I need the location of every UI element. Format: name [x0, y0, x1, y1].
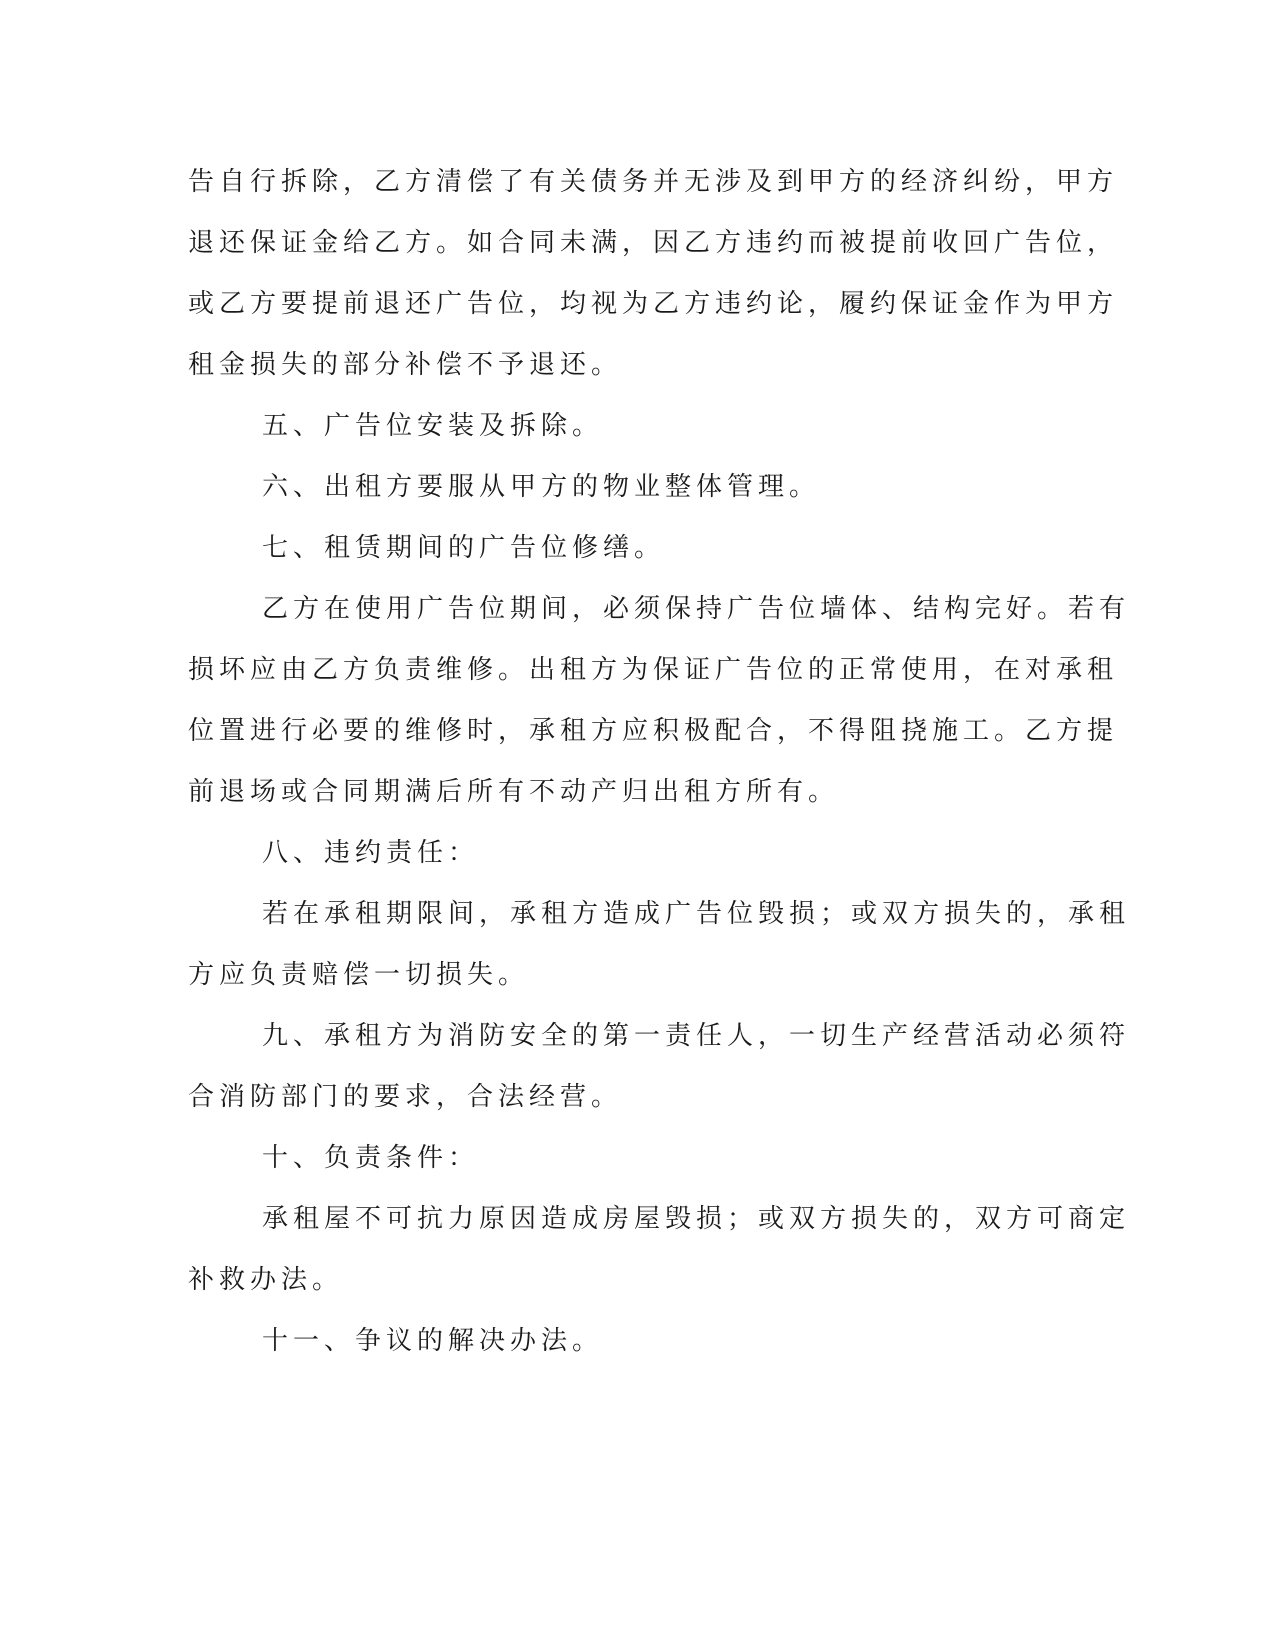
heading-clause-10: [188, 1128, 1076, 1189]
text-line: 若在承租期限间，承租方造成广告位毁损；或双方损失的，承租: [262, 899, 1131, 929]
text-line: 八、违约责任：: [262, 838, 480, 868]
paragraph-liability: [188, 884, 1131, 1006]
paragraph-maintenance: [188, 579, 1131, 823]
text-line: 或乙方要提前退还广告位，均视为乙方违约论，履约保证金作为甲方: [188, 289, 1119, 319]
text-line: 十一、争议的解决办法。: [262, 1326, 604, 1356]
heading-clause-11: [188, 1311, 1076, 1372]
text-line: 告自行拆除，乙方清偿了有关债务并无涉及到甲方的经济纠纷，甲方: [188, 167, 1119, 197]
text-line: 退还保证金给乙方。如合同未满，因乙方违约而被提前收回广告位，: [188, 228, 1119, 258]
paragraph-clause-9: [188, 1006, 1131, 1128]
text-line: 方应负责赔偿一切损失。: [188, 960, 530, 990]
text-line: 十、负责条件：: [262, 1143, 480, 1173]
heading-clause-7: [188, 518, 1076, 579]
text-line: 位置进行必要的维修时，承租方应积极配合，不得阻挠施工。乙方提: [188, 716, 1119, 746]
text-line: 七、租赁期间的广告位修缮。: [262, 533, 666, 563]
text-line: 租金损失的部分补偿不予退还。: [188, 350, 623, 380]
text-line: 前退场或合同期满后所有不动产归出租方所有。: [188, 777, 840, 807]
text-line: 补救办法。: [188, 1265, 344, 1295]
document-body: [188, 152, 1131, 1372]
paragraph-force-majeure: [188, 1189, 1131, 1311]
heading-clause-8: [188, 823, 1076, 884]
paragraph-deposit-refund: [188, 152, 1119, 396]
heading-clause-5: [188, 396, 1076, 457]
text-line: 五、广告位安装及拆除。: [262, 411, 604, 441]
text-line: 承租屋不可抗力原因造成房屋毁损；或双方损失的，双方可商定: [262, 1204, 1131, 1234]
text-line: 合消防部门的要求，合法经营。: [188, 1082, 623, 1112]
text-line: 九、承租方为消防安全的第一责任人，一切生产经营活动必须符: [262, 1021, 1131, 1051]
text-line: 乙方在使用广告位期间，必须保持广告位墙体、结构完好。若有: [262, 594, 1131, 624]
text-line: 六、出租方要服从甲方的物业整体管理。: [262, 472, 821, 502]
heading-clause-6: [188, 457, 1076, 518]
text-line: 损坏应由乙方负责维修。出租方为保证广告位的正常使用，在对承租: [188, 655, 1119, 685]
